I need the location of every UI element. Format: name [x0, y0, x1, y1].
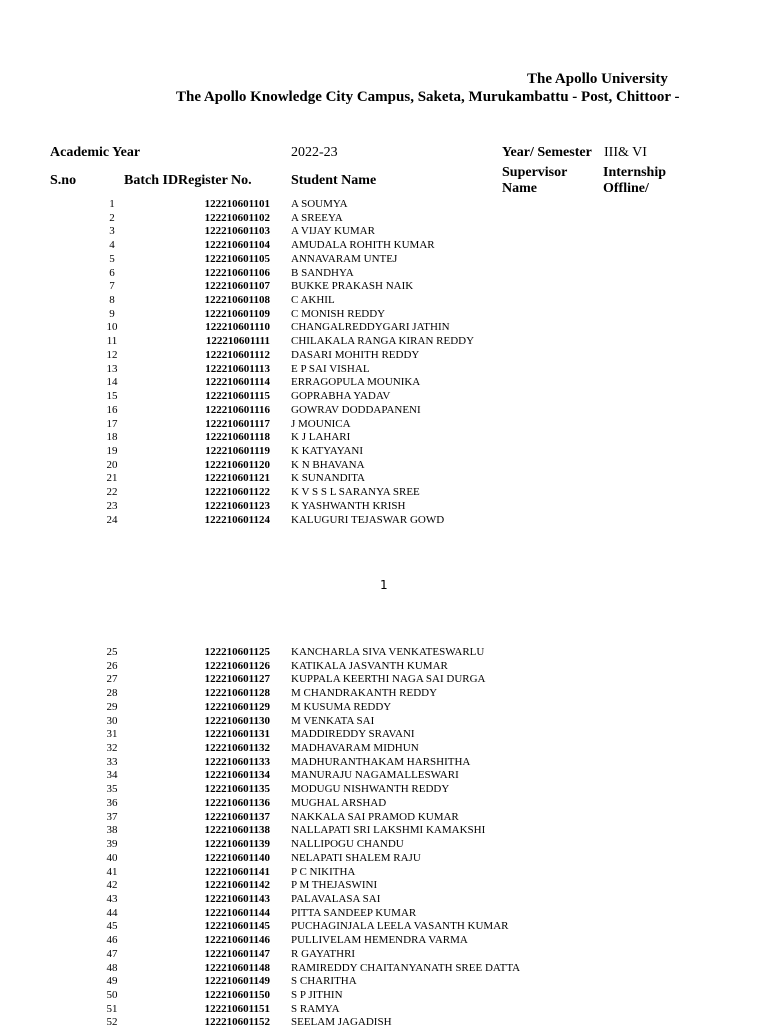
table-row	[0, 646, 768, 660]
register-number: 122210601103	[204, 225, 270, 238]
student-name: K V S S L SARANYA SREE	[291, 486, 420, 499]
student-name: C MONISH REDDY	[291, 307, 386, 320]
serial-number: 31	[106, 728, 118, 741]
register-number: 122210601136	[204, 796, 270, 809]
student-name: E P SAI VISHAL	[291, 362, 370, 375]
student-name: CHANGALREDDYGARI JATHIN	[291, 321, 450, 334]
table-row	[0, 948, 768, 962]
register-number: 122210601147	[204, 947, 270, 960]
register-number: 122210601151	[204, 1002, 270, 1015]
table-row	[0, 660, 768, 674]
serial-number: 21	[106, 472, 118, 485]
table-row	[0, 418, 768, 432]
serial-number: 13	[106, 362, 118, 375]
serial-number: 26	[106, 659, 118, 672]
table-row	[0, 308, 768, 322]
serial-number: 35	[106, 783, 118, 796]
register-number: 122210601129	[204, 700, 270, 713]
serial-number: 40	[106, 851, 118, 864]
serial-number: 27	[106, 673, 118, 686]
internship-header-line1: Internship	[603, 165, 667, 180]
table-row	[0, 225, 768, 239]
serial-number: 5	[109, 252, 115, 265]
table-row	[0, 769, 768, 783]
student-name: M VENKATA SAI	[291, 714, 375, 727]
table-row	[0, 321, 768, 335]
serial-number: 20	[106, 458, 118, 471]
student-name: KATIKALA JASVANTH KUMAR	[291, 659, 448, 672]
student-name: CHILAKALA RANGA KIRAN REDDY	[291, 335, 475, 348]
register-number: 122210601133	[204, 755, 270, 768]
table-row	[0, 893, 768, 907]
register-number: 122210601104	[204, 239, 270, 252]
register-number: 122210601106	[204, 266, 270, 279]
table-row	[0, 866, 768, 880]
register-number: 122210601140	[204, 851, 270, 864]
serial-number: 8	[109, 294, 115, 307]
student-name: K YASHWANTH KRISH	[291, 499, 406, 512]
register-number: 122210601122	[204, 486, 270, 499]
serial-number: 33	[106, 755, 118, 768]
serial-number: 2	[109, 211, 115, 224]
student-name: RAMIREDDY CHAITANYANATH SREE DATTA	[291, 961, 521, 974]
table-row	[0, 486, 768, 500]
table-row	[0, 349, 768, 363]
table-row	[0, 783, 768, 797]
register-number: 122210601138	[204, 824, 270, 837]
page-number: 1	[380, 578, 388, 592]
serial-number: 37	[106, 810, 118, 823]
academic-year-value: 2022-23	[291, 145, 338, 160]
register-number: 122210601127	[204, 673, 270, 686]
student-name: A SREEYA	[291, 211, 343, 224]
table-row	[0, 907, 768, 921]
register-number: 122210601123	[204, 499, 270, 512]
register-number: 122210601146	[204, 934, 270, 947]
student-name: PALAVALASA SAI	[291, 892, 381, 905]
student-name: J MOUNICA	[291, 417, 351, 430]
table-row	[0, 811, 768, 825]
register-number: 122210601150	[204, 989, 270, 1001]
student-name: S CHARITHA	[291, 975, 357, 988]
serial-number: 3	[109, 225, 115, 238]
table-row	[0, 797, 768, 811]
table-row	[0, 879, 768, 893]
serial-number: 11	[106, 335, 118, 348]
student-name: K KATYAYANI	[291, 444, 364, 457]
table-row	[0, 267, 768, 281]
student-name: KANCHARLA SIVA VENKATESWARLU	[291, 646, 485, 658]
serial-number: 36	[106, 796, 118, 809]
register-number: 122210601143	[204, 892, 270, 905]
register-number: 122210601126	[204, 659, 270, 672]
table-row	[0, 500, 768, 514]
table-row	[0, 701, 768, 715]
register-number: 122210601141	[204, 865, 270, 878]
serial-number: 42	[106, 879, 118, 892]
register-number: 122210601131	[204, 728, 270, 741]
serial-number: 19	[106, 444, 118, 457]
student-name: KUPPALA KEERTHI NAGA SAI DURGA	[291, 673, 486, 686]
student-name: K SUNANDITA	[291, 472, 365, 485]
student-name: PUCHAGINJALA LEELA VASANTH KUMAR	[291, 920, 509, 933]
year-semester-label: Year/ Semester	[502, 145, 592, 160]
table-row	[0, 742, 768, 756]
table-row	[0, 687, 768, 701]
register-number: 122210601108	[204, 294, 270, 307]
supervisor-header-line1: Supervisor	[502, 165, 568, 180]
student-name: MADHURANTHAKAM HARSHITHA	[291, 755, 471, 768]
student-name: GOPRABHA YADAV	[291, 390, 391, 403]
serial-number: 48	[106, 961, 118, 974]
serial-number: 32	[106, 742, 118, 755]
serial-number: 16	[106, 403, 118, 416]
serial-number: 18	[106, 431, 118, 444]
student-name: ANNAVARAM UNTEJ	[291, 252, 398, 265]
student-name: MADDIREDDY SRAVANI	[291, 728, 415, 741]
student-name: A SOUMYA	[291, 198, 348, 210]
table-row	[0, 445, 768, 459]
serial-number: 7	[109, 280, 115, 293]
register-number: 122210601132	[204, 742, 270, 755]
serial-number: 23	[106, 499, 118, 512]
register-number: 122210601115	[205, 390, 270, 403]
register-number: 122210601114	[205, 376, 270, 389]
batch-register-column-header: Batch IDRegister No.	[124, 173, 252, 188]
serial-number: 41	[106, 865, 118, 878]
table-row	[0, 934, 768, 948]
register-number: 122210601134	[204, 769, 270, 782]
serial-number: 22	[106, 486, 118, 499]
student-name: B SANDHYA	[291, 266, 354, 279]
table-row	[0, 962, 768, 976]
student-name: NALLAPATI SRI LAKSHMI KAMAKSHI	[291, 824, 486, 837]
register-number: 122210601107	[204, 280, 270, 293]
student-name: MUGHAL ARSHAD	[291, 796, 387, 809]
serial-number: 34	[106, 769, 118, 782]
table-row	[0, 852, 768, 866]
table-row	[0, 715, 768, 729]
student-name: M KUSUMA REDDY	[291, 700, 392, 713]
student-name: S RAMYA	[291, 1002, 340, 1015]
internship-header-line2: Offline/	[603, 181, 649, 196]
student-name: MODUGU NISHWANTH REDDY	[291, 783, 450, 796]
serial-number: 45	[106, 920, 118, 933]
register-number: 122210601128	[204, 687, 270, 700]
table-row	[0, 390, 768, 404]
serial-number: 38	[106, 824, 118, 837]
student-name: ERRAGOPULA MOUNIKA	[291, 376, 421, 389]
register-number: 122210601145	[204, 920, 270, 933]
register-number: 122210601101	[204, 198, 270, 210]
register-number: 122210601109	[204, 307, 270, 320]
table-row	[0, 728, 768, 742]
register-number: 122210601116	[205, 403, 270, 416]
student-name: BUKKE PRAKASH NAIK	[291, 280, 414, 293]
serial-number: 28	[106, 687, 118, 700]
register-number: 122210601130	[204, 714, 270, 727]
table-row	[0, 824, 768, 838]
student-name: PITTA SANDEEP KUMAR	[291, 906, 417, 919]
table-row	[0, 431, 768, 445]
supervisor-column-header	[502, 165, 567, 197]
serial-number: 39	[106, 838, 118, 851]
register-number: 122210601112	[205, 348, 270, 361]
table-row	[0, 1016, 768, 1030]
serial-number: 49	[106, 975, 118, 988]
table-row	[0, 376, 768, 390]
register-number: 122210601124	[204, 513, 270, 526]
serial-number: 4	[109, 239, 115, 252]
register-number: 122210601120	[204, 458, 270, 471]
table-row	[0, 335, 768, 349]
serial-number: 17	[106, 417, 118, 430]
student-name: A VIJAY KUMAR	[291, 225, 375, 238]
student-name-column-header: Student Name	[291, 173, 377, 188]
register-number: 122210601148	[204, 961, 270, 974]
register-number: 122210601119	[205, 444, 270, 457]
serial-number: 51	[106, 1002, 118, 1015]
student-name: P M THEJASWINI	[291, 879, 378, 892]
university-title: The Apollo University	[527, 71, 668, 87]
table-row	[0, 989, 768, 1003]
table-row	[0, 975, 768, 989]
serial-number: 12	[106, 348, 118, 361]
serial-number: 52	[106, 1016, 118, 1029]
academic-year-label: Academic Year	[50, 145, 141, 160]
register-number: 122210601113	[205, 362, 270, 375]
student-name: NALLIPOGU CHANDU	[291, 838, 404, 851]
student-name: SEELAM JAGADISH	[291, 1016, 392, 1029]
register-number: 122210601117	[205, 417, 270, 430]
table-row	[0, 363, 768, 377]
table-row	[0, 459, 768, 473]
student-name: DASARI MOHITH REDDY	[291, 348, 420, 361]
register-number: 122210601149	[204, 975, 270, 988]
register-number: 122210601111	[205, 335, 270, 348]
register-number: 122210601137	[204, 810, 270, 823]
register-number: 122210601121	[204, 472, 270, 485]
table-row	[0, 239, 768, 253]
serial-number: 30	[106, 714, 118, 727]
serial-number: 44	[106, 906, 118, 919]
student-name: PULLIVELAM HEMENDRA VARMA	[291, 934, 468, 947]
table-row	[0, 212, 768, 226]
register-number: 122210601118	[205, 431, 270, 444]
student-name: M CHANDRAKANTH REDDY	[291, 687, 438, 700]
student-name: S P JITHIN	[291, 989, 343, 1001]
student-name: R GAYATHRI	[291, 947, 356, 960]
serial-number: 29	[106, 700, 118, 713]
table-row	[0, 472, 768, 486]
serial-number: 43	[106, 892, 118, 905]
student-name: KALUGURI TEJASWAR GOWD	[291, 513, 445, 526]
student-name: P C NIKITHA	[291, 865, 356, 878]
student-name: AMUDALA ROHITH KUMAR	[291, 239, 435, 252]
supervisor-header-line2: Name	[502, 181, 537, 196]
register-number: 122210601144	[204, 906, 270, 919]
student-name: K J LAHARI	[291, 431, 351, 444]
serial-number: 14	[106, 376, 118, 389]
sno-column-header: S.no	[50, 173, 77, 188]
register-number: 122210601105	[204, 252, 270, 265]
register-number: 122210601142	[204, 879, 270, 892]
serial-number: 15	[106, 390, 118, 403]
serial-number: 50	[106, 989, 118, 1001]
table-row	[0, 673, 768, 687]
table-row	[0, 920, 768, 934]
internship-column-header	[603, 165, 666, 197]
table-row	[0, 280, 768, 294]
student-name: NELAPATI SHALEM RAJU	[291, 851, 421, 864]
campus-address: The Apollo Knowledge City Campus, Saketa, Murukambattu - Post, Chittoor -	[176, 89, 680, 105]
table-row	[0, 253, 768, 267]
register-number: 122210601139	[204, 838, 270, 851]
table-row	[0, 838, 768, 852]
student-name: MADHAVARAM MIDHUN	[291, 742, 419, 755]
serial-number: 25	[106, 646, 118, 658]
student-name: C AKHIL	[291, 294, 335, 307]
serial-number: 6	[109, 266, 115, 279]
register-number: 122210601135	[204, 783, 270, 796]
serial-number: 1	[109, 198, 115, 210]
register-number: 122210601102	[204, 211, 270, 224]
register-number: 122210601110	[205, 321, 270, 334]
student-name: NAKKALA SAI PRAMOD KUMAR	[291, 810, 459, 823]
table-row	[0, 404, 768, 418]
serial-number: 10	[106, 321, 118, 334]
table-row	[0, 514, 768, 528]
table-row	[0, 198, 768, 212]
serial-number: 9	[109, 307, 115, 320]
serial-number: 24	[106, 513, 118, 526]
year-semester-value: III& VI	[604, 145, 647, 160]
table-row	[0, 756, 768, 770]
serial-number: 47	[106, 947, 118, 960]
table-row	[0, 1003, 768, 1017]
student-name: MANURAJU NAGAMALLESWARI	[291, 769, 459, 782]
register-number: 122210601152	[204, 1016, 270, 1029]
student-name: GOWRAV DODDAPANENI	[291, 403, 421, 416]
table-row	[0, 294, 768, 308]
serial-number: 46	[106, 934, 118, 947]
student-name: K N BHAVANA	[291, 458, 365, 471]
register-number: 122210601125	[204, 646, 270, 658]
